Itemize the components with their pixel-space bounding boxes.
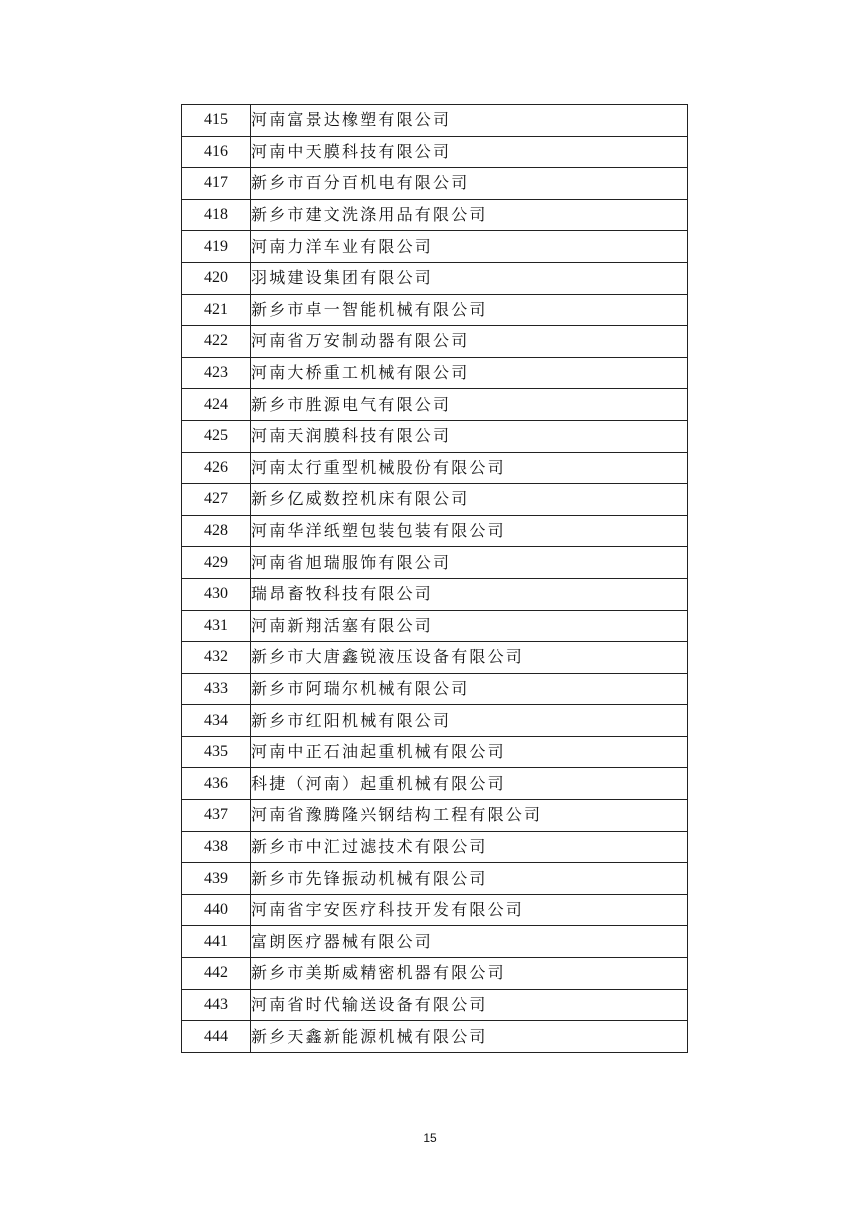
company-name: 河南省宇安医疗科技开发有限公司 (251, 894, 688, 926)
row-number: 421 (182, 294, 251, 326)
row-number: 439 (182, 863, 251, 895)
company-name: 河南中天膜科技有限公司 (251, 136, 688, 168)
table-row (182, 357, 688, 389)
row-number: 432 (182, 642, 251, 674)
company-name: 新乡亿威数控机床有限公司 (251, 484, 688, 516)
company-name: 羽城建设集团有限公司 (251, 262, 688, 294)
table-row (182, 610, 688, 642)
row-number: 438 (182, 831, 251, 863)
table-row (182, 326, 688, 358)
table-row (182, 547, 688, 579)
table-row (182, 515, 688, 547)
company-name: 河南中正石油起重机械有限公司 (251, 736, 688, 768)
row-number: 422 (182, 326, 251, 358)
table-row (182, 1021, 688, 1053)
page-number: 15 (423, 1131, 437, 1145)
company-name: 新乡市美斯威精密机器有限公司 (251, 958, 688, 990)
table-row (182, 420, 688, 452)
row-number: 444 (182, 1021, 251, 1053)
company-name: 河南新翔活塞有限公司 (251, 610, 688, 642)
row-number: 429 (182, 547, 251, 579)
row-number: 431 (182, 610, 251, 642)
table-row (182, 705, 688, 737)
row-number: 427 (182, 484, 251, 516)
row-number: 423 (182, 357, 251, 389)
company-name: 河南天润膜科技有限公司 (251, 420, 688, 452)
row-number: 419 (182, 231, 251, 263)
company-name: 科捷（河南）起重机械有限公司 (251, 768, 688, 800)
table-row (182, 294, 688, 326)
table-row (182, 673, 688, 705)
row-number: 434 (182, 705, 251, 737)
row-number: 440 (182, 894, 251, 926)
table-row (182, 578, 688, 610)
row-number: 430 (182, 578, 251, 610)
company-name: 新乡市大唐鑫锐液压设备有限公司 (251, 642, 688, 674)
company-name: 新乡市百分百机电有限公司 (251, 168, 688, 200)
table-row (182, 989, 688, 1021)
company-name: 河南省豫腾隆兴钢结构工程有限公司 (251, 800, 688, 832)
row-number: 443 (182, 989, 251, 1021)
company-name: 河南省时代输送设备有限公司 (251, 989, 688, 1021)
table-row (182, 894, 688, 926)
company-name: 河南大桥重工机械有限公司 (251, 357, 688, 389)
table-row (182, 136, 688, 168)
row-number: 435 (182, 736, 251, 768)
company-name: 新乡市红阳机械有限公司 (251, 705, 688, 737)
company-name: 河南太行重型机械股份有限公司 (251, 452, 688, 484)
row-number: 424 (182, 389, 251, 421)
table-row (182, 452, 688, 484)
table-row (182, 262, 688, 294)
row-number: 433 (182, 673, 251, 705)
row-number: 441 (182, 926, 251, 958)
row-number: 415 (182, 105, 251, 137)
table-row (182, 642, 688, 674)
company-name: 新乡市先锋振动机械有限公司 (251, 863, 688, 895)
table-row (182, 926, 688, 958)
row-number: 418 (182, 199, 251, 231)
company-name: 河南省万安制动器有限公司 (251, 326, 688, 358)
table-row (182, 800, 688, 832)
company-name: 新乡市中汇过滤技术有限公司 (251, 831, 688, 863)
table-row (182, 231, 688, 263)
row-number: 425 (182, 420, 251, 452)
company-name: 新乡市卓一智能机械有限公司 (251, 294, 688, 326)
company-name: 河南力洋车业有限公司 (251, 231, 688, 263)
row-number: 417 (182, 168, 251, 200)
company-name: 河南省旭瑞服饰有限公司 (251, 547, 688, 579)
table-row (182, 105, 688, 137)
company-name: 新乡市建文洗涤用品有限公司 (251, 199, 688, 231)
row-number: 442 (182, 958, 251, 990)
table-row (182, 831, 688, 863)
table-row (182, 389, 688, 421)
table-row (182, 484, 688, 516)
table-row (182, 863, 688, 895)
company-table (181, 104, 688, 1053)
table-row (182, 958, 688, 990)
company-name: 新乡市阿瑞尔机械有限公司 (251, 673, 688, 705)
company-name: 瑞昂畜牧科技有限公司 (251, 578, 688, 610)
row-number: 420 (182, 262, 251, 294)
company-table-body (182, 105, 688, 1053)
table-row (182, 199, 688, 231)
company-name: 新乡天鑫新能源机械有限公司 (251, 1021, 688, 1053)
company-name: 河南华洋纸塑包装包装有限公司 (251, 515, 688, 547)
table-row (182, 168, 688, 200)
row-number: 437 (182, 800, 251, 832)
company-name: 富朗医疗器械有限公司 (251, 926, 688, 958)
company-name: 河南富景达橡塑有限公司 (251, 105, 688, 137)
row-number: 428 (182, 515, 251, 547)
table-row (182, 736, 688, 768)
row-number: 426 (182, 452, 251, 484)
row-number: 436 (182, 768, 251, 800)
row-number: 416 (182, 136, 251, 168)
table-row (182, 768, 688, 800)
company-name: 新乡市胜源电气有限公司 (251, 389, 688, 421)
